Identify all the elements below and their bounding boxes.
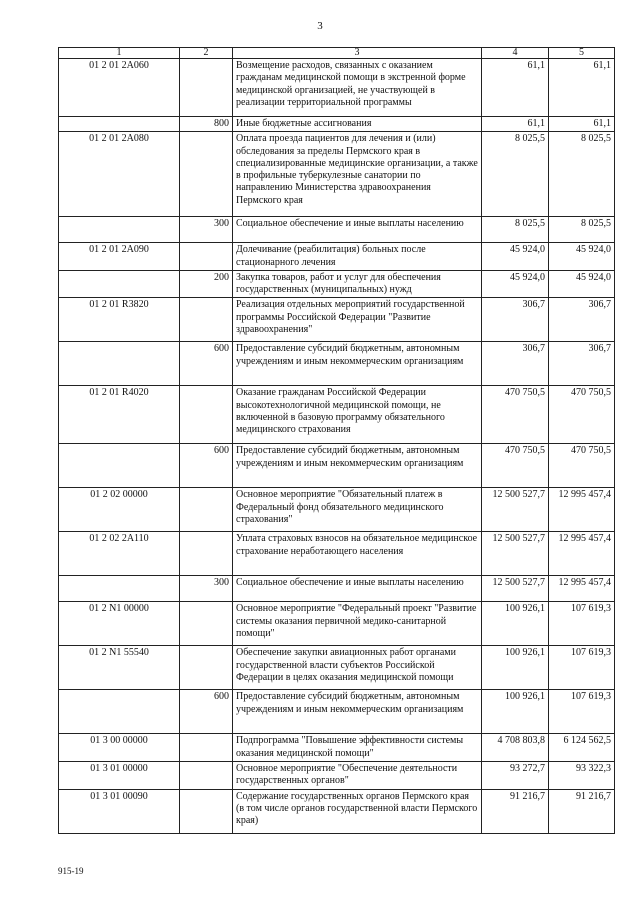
expense-type-code [180,762,233,790]
table-row [59,734,615,762]
amount-col5: 107 619,3 [549,646,615,690]
amount-col5: 61,1 [549,59,615,117]
target-article-code: 01 2 01 2А090 [59,243,180,271]
target-article-code [59,444,180,488]
row-name: Возмещение расходов, связанных с оказанием гражданам медицинской помощи в экстренной форме медицинской организацией, не участвующей в реализации территориальной программы [233,59,482,117]
row-name: Долечивание (реабилитация) больных после стационарного лечения [233,243,482,271]
amount-col4: 100 926,1 [482,646,549,690]
amount-col4: 8 025,5 [482,217,549,243]
row-name: Закупка товаров, работ и услуг для обеспечения государственных (муниципальных) нужд [233,270,482,298]
row-name: Социальное обеспечение и иные выплаты населению [233,217,482,243]
amount-col5: 61,1 [549,117,615,132]
amount-col5: 91 216,7 [549,789,615,833]
expense-type-code [180,789,233,833]
expense-type-code: 200 [180,270,233,298]
table-row [59,342,615,386]
row-name: Уплата страховых взносов на обязательное медицинское страхование неработающего населения [233,532,482,576]
target-article-code: 01 2 N1 55540 [59,646,180,690]
amount-col4: 61,1 [482,59,549,117]
amount-col5: 12 995 457,4 [549,532,615,576]
target-article-code [59,217,180,243]
table-row [59,789,615,833]
table-row [59,132,615,217]
header-cell-2: 2 [180,48,233,59]
amount-col4: 12 500 527,7 [482,488,549,532]
expense-type-code [180,734,233,762]
amount-col4: 306,7 [482,298,549,342]
header-cell-4: 4 [482,48,549,59]
table-header-row [59,48,615,59]
amount-col4: 4 708 803,8 [482,734,549,762]
target-article-code: 01 3 00 00000 [59,734,180,762]
expense-type-code: 600 [180,444,233,488]
amount-col4: 100 926,1 [482,602,549,646]
table-row [59,243,615,271]
expense-type-code [180,298,233,342]
amount-col5: 306,7 [549,342,615,386]
amount-col5: 45 924,0 [549,270,615,298]
row-name: Обеспечение закупки авиационных работ органами государственной власти субъектов Российской Федерации в целях оказания медицинской помощи [233,646,482,690]
amount-col4: 470 750,5 [482,444,549,488]
row-name: Подпрограмма "Повышение эффективности системы оказания медицинской помощи" [233,734,482,762]
expense-type-code: 600 [180,690,233,734]
row-name: Иные бюджетные ассигнования [233,117,482,132]
document-code: 915-19 [58,866,84,876]
amount-col5: 45 924,0 [549,243,615,271]
amount-col5: 470 750,5 [549,444,615,488]
amount-col4: 45 924,0 [482,270,549,298]
amount-col5: 306,7 [549,298,615,342]
expense-type-code [180,488,233,532]
target-article-code: 01 3 01 00000 [59,762,180,790]
table-row [59,270,615,298]
table-row [59,576,615,602]
row-name: Оплата проезда пациентов для лечения и (или) обследования за пределы Пермского края в специализированные медицинские организации, а также в профильные туберкулезные санатории по направлению Министерства здравоохранения Пермского края [233,132,482,217]
target-article-code: 01 2 02 2А110 [59,532,180,576]
amount-col4: 306,7 [482,342,549,386]
expense-type-code: 800 [180,117,233,132]
row-name: Основное мероприятие "Обязательный платеж в Федеральный фонд обязательного медицинского страхования" [233,488,482,532]
amount-col4: 91 216,7 [482,789,549,833]
table-row [59,488,615,532]
row-name: Оказание гражданам Российской Федерации высокотехнологичной медицинской помощи, не включенной в базовую программу обязательного медицинского страхования [233,386,482,444]
target-article-code: 01 2 01 2А080 [59,132,180,217]
target-article-code: 01 2 01 2А060 [59,59,180,117]
target-article-code: 01 3 01 00090 [59,789,180,833]
row-name: Основное мероприятие "Федеральный проект "Развитие системы оказания первичной медико-санитарной помощи" [233,602,482,646]
amount-col4: 100 926,1 [482,690,549,734]
target-article-code [59,576,180,602]
table-row [59,298,615,342]
table-row [59,646,615,690]
header-cell-3: 3 [233,48,482,59]
amount-col5: 107 619,3 [549,690,615,734]
amount-col4: 12 500 527,7 [482,532,549,576]
amount-col4: 93 272,7 [482,762,549,790]
expense-type-code [180,532,233,576]
table-row [59,690,615,734]
expense-type-code [180,132,233,217]
amount-col5: 12 995 457,4 [549,576,615,602]
page-number: 3 [317,20,323,32]
amount-col5: 6 124 562,5 [549,734,615,762]
target-article-code: 01 2 01 R3820 [59,298,180,342]
amount-col4: 12 500 527,7 [482,576,549,602]
amount-col4: 45 924,0 [482,243,549,271]
amount-col5: 93 322,3 [549,762,615,790]
table-row [59,602,615,646]
target-article-code: 01 2 02 00000 [59,488,180,532]
amount-col4: 61,1 [482,117,549,132]
expense-type-code [180,646,233,690]
amount-col5: 8 025,5 [549,217,615,243]
row-name: Социальное обеспечение и иные выплаты населению [233,576,482,602]
expense-type-code: 300 [180,217,233,243]
target-article-code: 01 2 01 R4020 [59,386,180,444]
amount-col4: 8 025,5 [482,132,549,217]
row-name: Предоставление субсидий бюджетным, автономным учреждениям и иным некоммерческим организациям [233,690,482,734]
expense-type-code [180,243,233,271]
table-row [59,386,615,444]
table-row [59,117,615,132]
header-cell-5: 5 [549,48,615,59]
budget-table [58,47,615,834]
target-article-code [59,270,180,298]
expense-type-code: 300 [180,576,233,602]
table-row [59,532,615,576]
row-name: Предоставление субсидий бюджетным, автономным учреждениям и иным некоммерческим организациям [233,444,482,488]
amount-col5: 8 025,5 [549,132,615,217]
table-row [59,59,615,117]
expense-type-code [180,386,233,444]
table-row [59,444,615,488]
row-name: Предоставление субсидий бюджетным, автономным учреждениям и иным некоммерческим организациям [233,342,482,386]
expense-type-code [180,602,233,646]
table-row [59,217,615,243]
table-row [59,762,615,790]
amount-col5: 470 750,5 [549,386,615,444]
row-name: Основное мероприятие "Обеспечение деятельности государственных органов" [233,762,482,790]
expense-type-code: 600 [180,342,233,386]
target-article-code [59,690,180,734]
row-name: Содержание государственных органов Пермского края (в том числе органов государственной власти Пермского края) [233,789,482,833]
target-article-code [59,342,180,386]
row-name: Реализация отдельных мероприятий государственной программы Российской Федерации "Развитие здравоохранения" [233,298,482,342]
amount-col4: 470 750,5 [482,386,549,444]
target-article-code: 01 2 N1 00000 [59,602,180,646]
target-article-code [59,117,180,132]
expense-type-code [180,59,233,117]
amount-col5: 12 995 457,4 [549,488,615,532]
header-cell-1: 1 [59,48,180,59]
amount-col5: 107 619,3 [549,602,615,646]
